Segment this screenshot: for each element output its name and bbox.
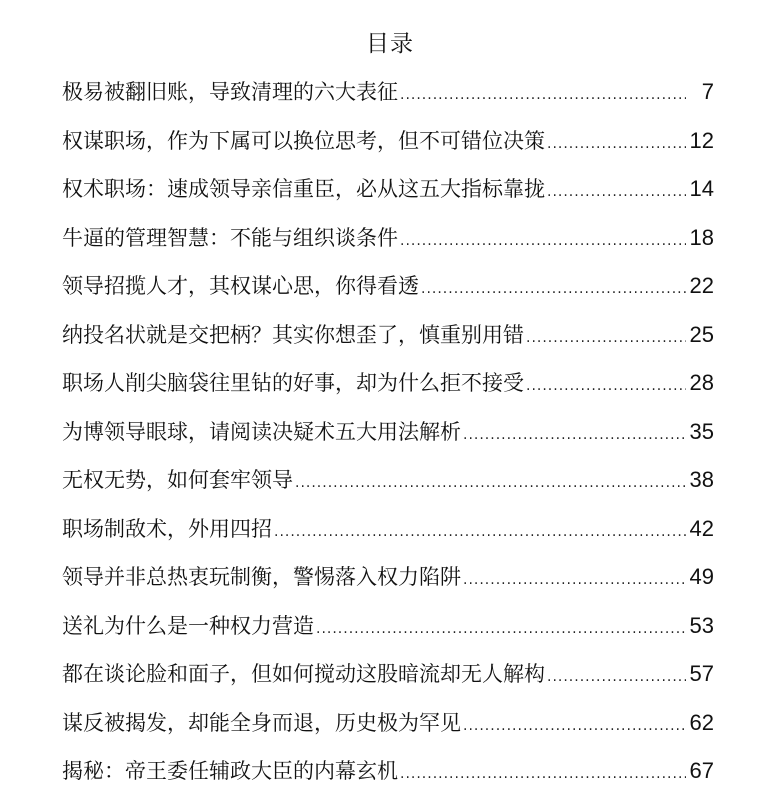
- toc-dot-leader: [295, 463, 686, 503]
- toc-entry-title: 纳投名状就是交把柄？其实你想歪了，慎重别用错: [62, 322, 524, 347]
- toc-entry: [62, 72, 714, 121]
- toc-entry: [62, 169, 714, 218]
- toc-entry-page-number: 22: [689, 273, 714, 298]
- toc-entry: [62, 218, 714, 267]
- toc-entry: [62, 751, 714, 800]
- toc-dot-leader: [400, 75, 686, 115]
- toc-dot-leader: [526, 318, 686, 358]
- toc-dot-leader: [463, 415, 686, 455]
- toc-entry: [62, 509, 714, 558]
- toc-entry: [62, 606, 714, 655]
- toc-entry-page-number: 35: [689, 418, 714, 444]
- toc-entry-title: 牛逼的管理智慧：不能与组织谈条件: [62, 225, 398, 250]
- toc-entry: [62, 363, 714, 412]
- toc-dot-leader: [421, 269, 686, 309]
- toc-entry: [62, 460, 714, 509]
- toc-list: [62, 72, 714, 800]
- toc-dot-leader: [526, 366, 686, 406]
- toc-entry: [62, 412, 714, 461]
- toc-entry-title: 谋反被揭发，却能全身而退，历史极为罕见: [62, 710, 461, 735]
- toc-entry-title: 职场人削尖脑袋往里钻的好事，却为什么拒不接受: [62, 371, 524, 395]
- toc-entry-title: 领导招揽人才，其权谋心思，你得看透: [62, 274, 419, 298]
- toc-entry: [62, 654, 714, 703]
- toc-title: 目录: [366, 31, 414, 57]
- toc-entry: [62, 315, 714, 364]
- toc-entry-page-number: 53: [689, 612, 714, 638]
- toc-entry-title: 职场制敌术，外用四招: [62, 516, 272, 541]
- toc-entry-title: 揭秘：帝王委任辅政大臣的内幕玄机: [62, 759, 398, 783]
- toc-entry-title: 领导并非总热衷玩制衡，警惕落入权力陷阱: [62, 565, 461, 589]
- toc-dot-leader: [316, 609, 686, 649]
- toc-entry-title: 极易被翻旧账，导致清理的六大表征: [62, 80, 398, 104]
- toc-dot-leader: [463, 706, 686, 746]
- toc-entry-page-number: 28: [689, 370, 714, 395]
- toc-entry: [62, 557, 714, 606]
- toc-entry-page-number: 38: [689, 467, 714, 492]
- toc-dot-leader: [463, 560, 686, 600]
- toc-entry-title: 无权无势，如何套牢领导: [62, 468, 293, 492]
- toc-entry-page-number: 12: [689, 127, 714, 153]
- toc-entry: [62, 703, 714, 752]
- toc-dot-leader: [547, 657, 686, 697]
- toc-entry-page-number: 25: [689, 321, 714, 347]
- toc-entry-title: 为博领导眼球，请阅读决疑术五大用法解析: [62, 419, 461, 444]
- toc-entry-title: 权谋职场，作为下属可以换位思考，但不可错位决策: [62, 128, 545, 153]
- toc-entry-title: 权术职场：速成领导亲信重臣，必从这五大指标靠拢: [62, 177, 545, 201]
- toc-entry-title: 都在谈论脸和面子，但如何搅动这股暗流却无人解构: [62, 662, 545, 686]
- toc-dot-leader: [400, 221, 686, 261]
- toc-entry-page-number: 62: [689, 709, 714, 735]
- toc-entry-page-number: 49: [689, 564, 714, 589]
- toc-dot-leader: [400, 754, 686, 794]
- toc-dot-leader: [547, 172, 686, 212]
- toc-entry: [62, 266, 714, 315]
- toc-entry-page-number: 42: [689, 515, 714, 541]
- toc-dot-leader: [547, 124, 686, 164]
- toc-dot-leader: [274, 512, 686, 552]
- toc-entry-page-number: 7: [701, 79, 714, 104]
- toc-entry-title: 送礼为什么是一种权力营造: [62, 613, 314, 638]
- toc-entry-page-number: 14: [689, 176, 714, 201]
- toc-entry: [62, 121, 714, 170]
- toc-entry-page-number: 57: [689, 661, 714, 686]
- toc-entry-page-number: 67: [689, 758, 714, 783]
- toc-entry-page-number: 18: [689, 224, 714, 250]
